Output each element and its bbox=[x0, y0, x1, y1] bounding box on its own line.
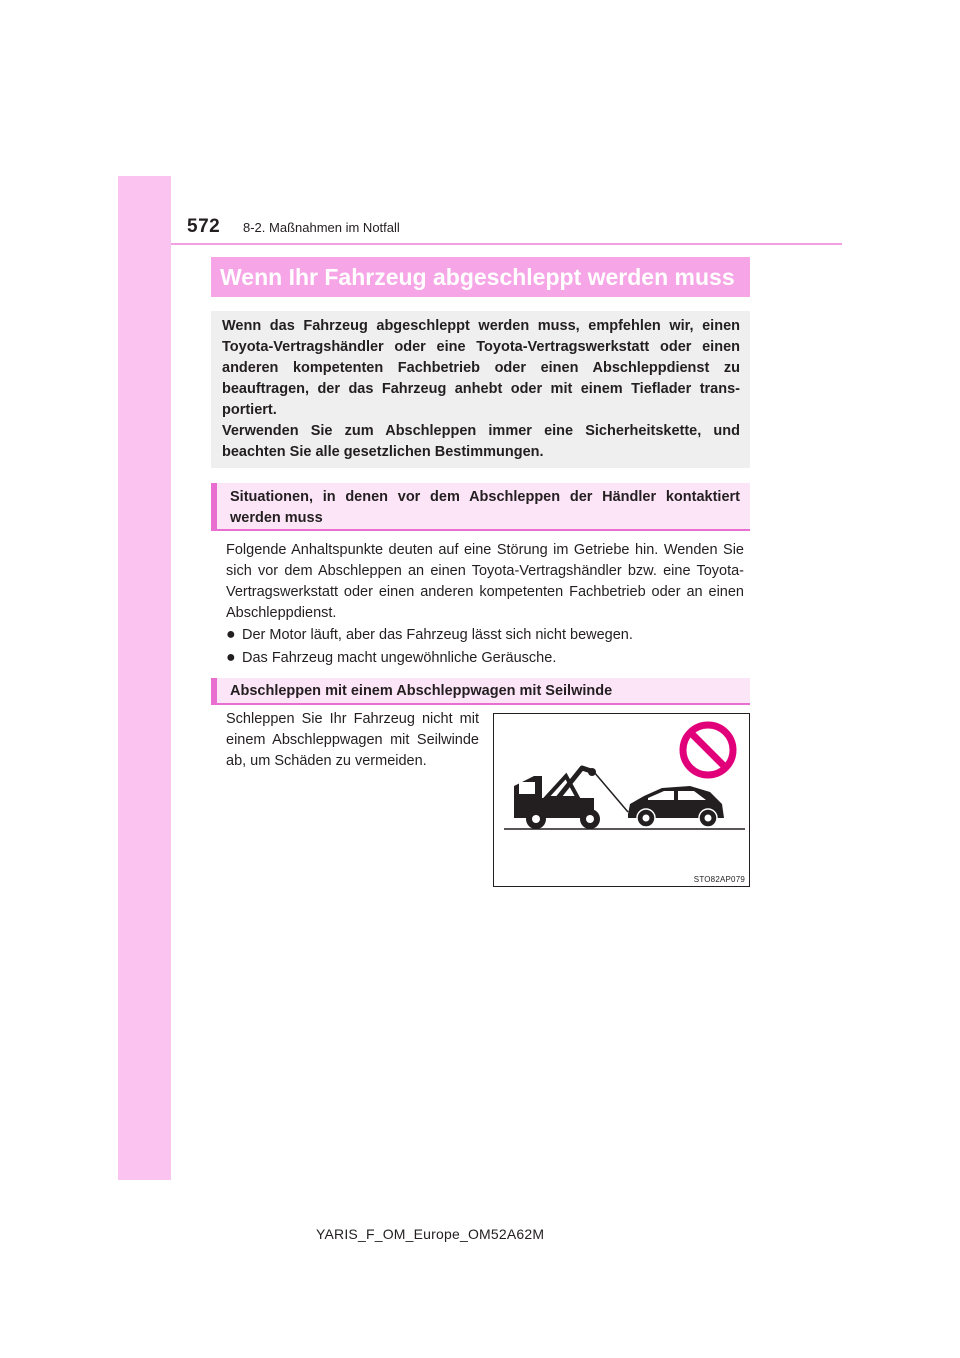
list-item bbox=[226, 647, 556, 669]
section-text-dealer: Folgende Anhaltspunkte deuten auf eine Störung im Getriebe hin. Wenden Sie sich vor dem Abschleppen an einen Toyota-Vertragshändler bzw. eine Toyota-Vertragswerkstatt oder einen anderen kompetenten Fachbetrieb oder an einen Abschleppdienst. bbox=[226, 542, 744, 621]
footer-document-id: YARIS_F_OM_Europe_OM52A62M bbox=[316, 1226, 545, 1242]
section-reference: 8-2. Maßnahmen im Notfall bbox=[243, 220, 400, 235]
tow-truck-icon bbox=[514, 768, 600, 829]
list-item-text: Der Motor läuft, aber das Fahrzeug lässt sich nicht bewegen. bbox=[242, 627, 633, 643]
section-heading-winch: Abschleppen mit einem Abschleppwagen mit Seilwinde bbox=[211, 678, 750, 705]
list-item bbox=[226, 624, 633, 646]
bullet-icon: ● bbox=[226, 649, 236, 666]
page-title: Wenn Ihr Fahrzeug abgeschleppt werden muss bbox=[211, 257, 750, 297]
page-number: 572 bbox=[187, 216, 221, 237]
section-heading-dealer: Situationen, in denen vor dem Abschleppen der Händler kontaktiert werden muss bbox=[211, 483, 750, 531]
bullet-icon: ● bbox=[226, 626, 236, 643]
figure-code: STO82AP079 bbox=[693, 875, 745, 884]
winch-cable bbox=[594, 772, 628, 812]
intro-box bbox=[211, 311, 750, 468]
section-text-winch: Schleppen Sie Ihr Fahrzeug nicht mit einem Abschleppwagen mit Seilwinde ab, um Schäden zu vermeiden. bbox=[226, 711, 479, 769]
intro-paragraph-1: Wenn das Fahrzeug abgeschleppt werden muss, empfehlen wir, einen Toyota-Vertragshändler oder eine Toyota-Vertragswerkstatt oder einen anderen kompetenten Fachbetrieb oder einen Abschleppdienst zu beauftragen, der das Fahrzeug anhebt oder mit einem Tieflader transportiert. bbox=[222, 318, 740, 418]
sidebar-tab bbox=[118, 176, 171, 1180]
prohibition-icon bbox=[683, 725, 733, 775]
header-divider bbox=[171, 243, 842, 245]
intro-paragraph-2: Verwenden Sie zum Abschleppen immer eine Sicherheitskette, und beachten Sie alle gesetzlichen Bestimmungen. bbox=[222, 423, 740, 460]
list-item-text: Das Fahrzeug macht ungewöhnliche Geräusche. bbox=[242, 650, 557, 666]
tow-illustration-svg bbox=[494, 714, 749, 886]
car-icon bbox=[628, 786, 724, 827]
tow-truck-illustration bbox=[493, 713, 750, 887]
